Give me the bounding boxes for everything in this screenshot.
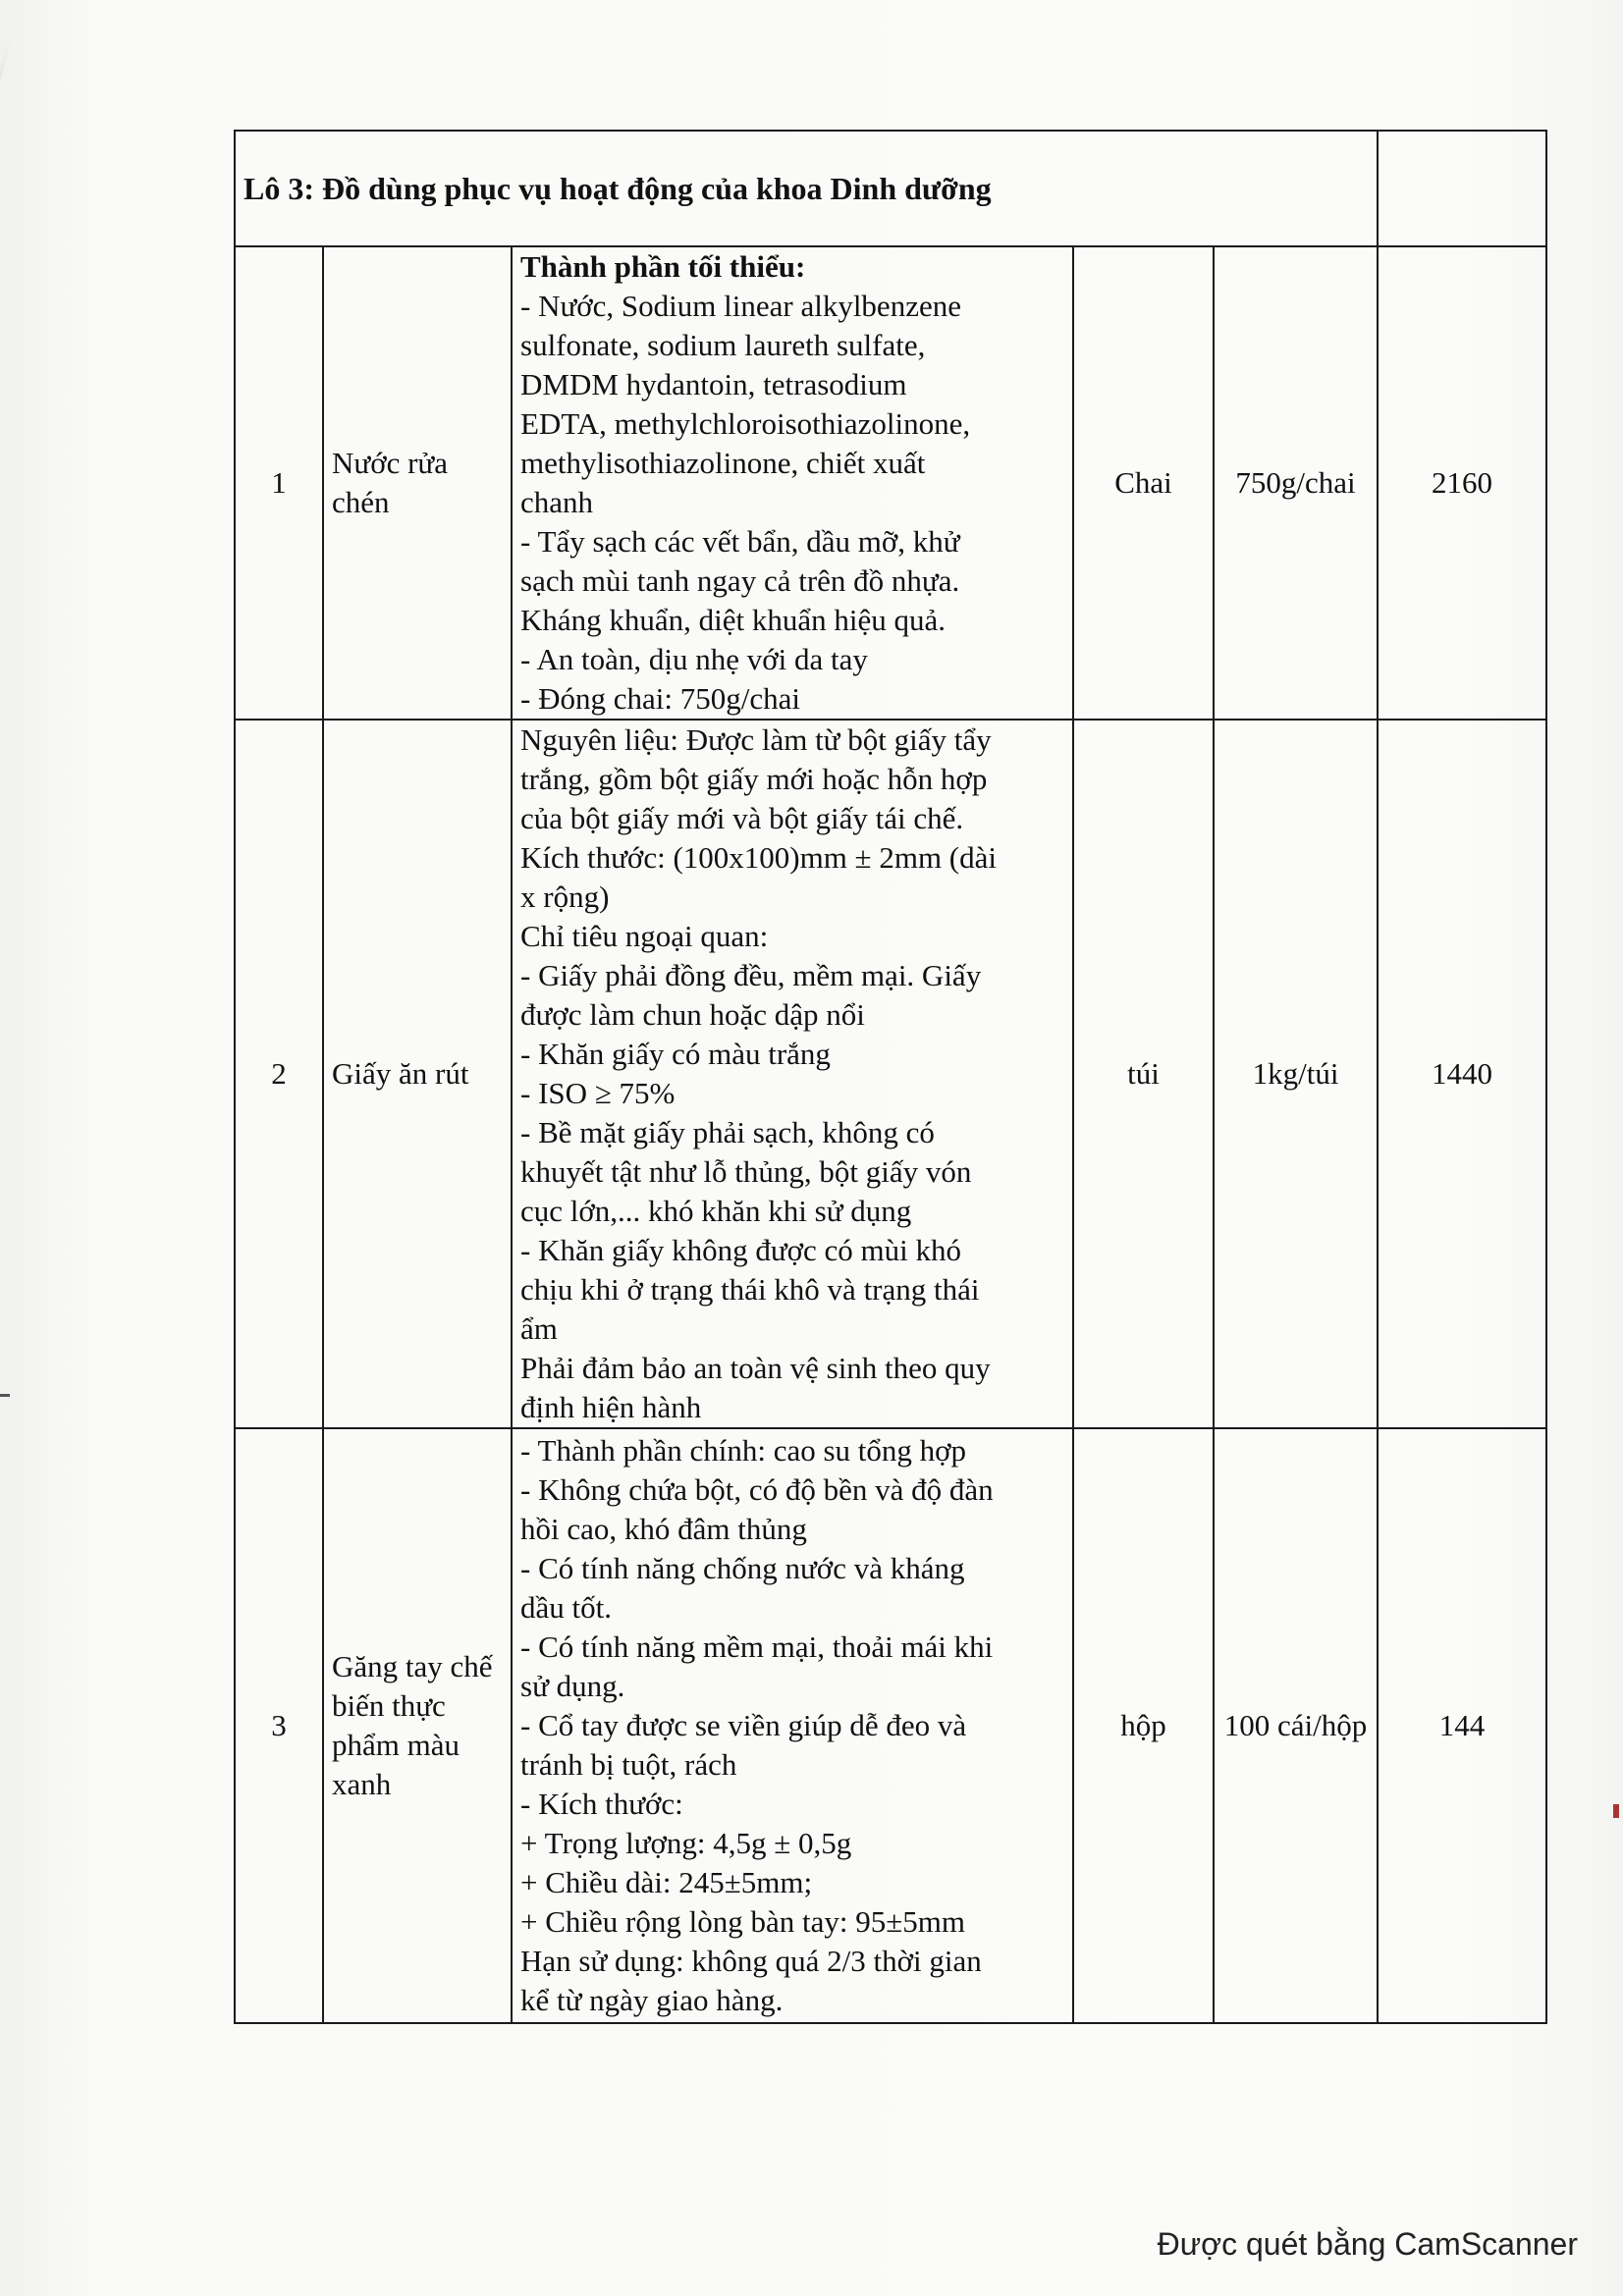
spec-line: của bột giấy mới và bột giấy tái chế. <box>520 801 964 835</box>
spec-heading: Thành phần tối thiểu: <box>520 249 806 284</box>
item-specification <box>512 246 1073 720</box>
item-packing: 100 cái/hộp <box>1214 1428 1378 2023</box>
spec-line: cục lớn,... khó khăn khi sử dụng <box>520 1194 912 1228</box>
table-row <box>235 1428 1546 2023</box>
item-name: Giấy ăn rút <box>323 720 512 1428</box>
item-quantity: 144 <box>1378 1428 1546 2023</box>
scan-mark <box>1613 1804 1619 1818</box>
spec-line: Nguyên liệu: Được làm từ bột giấy tẩy <box>520 722 992 757</box>
spec-line: - Đóng chai: 750g/chai <box>520 681 800 716</box>
spec-line: dầu tốt. <box>520 1590 612 1625</box>
item-quantity: 1440 <box>1378 720 1546 1428</box>
spec-line: - Kích thước: <box>520 1787 683 1821</box>
spec-line: - Khăn giấy có màu trắng <box>520 1037 831 1071</box>
spec-line: Chỉ tiêu ngoại quan: <box>520 919 769 953</box>
spec-line: được làm chun hoặc dập nổi <box>520 997 865 1032</box>
spec-line: - Giấy phải đồng đều, mềm mại. Giấy <box>520 958 982 992</box>
lot-title: Lô 3: Đồ dùng phục vụ hoạt động của khoa Dinh dưỡng <box>235 131 1378 246</box>
spec-line: - Có tính năng chống nước và kháng <box>520 1551 965 1585</box>
table-row <box>235 246 1546 720</box>
spec-line: - Không chứa bột, có độ bền và độ đàn <box>520 1472 994 1507</box>
spec-line: chanh <box>520 485 594 519</box>
item-name: Găng tay chế biến thực phẩm màu xanh <box>323 1428 512 2023</box>
spec-line: định hiện hành <box>520 1390 702 1424</box>
item-unit: Chai <box>1073 246 1214 720</box>
table-row <box>235 720 1546 1428</box>
camscanner-watermark: Được quét bằng CamScanner <box>1157 2226 1578 2262</box>
spec-line: - An toàn, dịu nhẹ với da tay <box>520 642 868 676</box>
scan-mark <box>0 1394 10 1397</box>
spec-line: sử dụng. <box>520 1669 625 1703</box>
spec-line: x rộng) <box>520 880 610 914</box>
spec-line: ẩm <box>520 1311 558 1346</box>
goods-table <box>234 130 1547 2024</box>
item-unit: túi <box>1073 720 1214 1428</box>
spec-line: trắng, gồm bột giấy mới hoặc hỗn hợp <box>520 762 988 796</box>
spec-line: DMDM hydantoin, tetrasodium <box>520 367 907 401</box>
spec-line: hồi cao, khó đâm thủng <box>520 1512 807 1546</box>
spec-line: Hạn sử dụng: không quá 2/3 thời gian <box>520 1944 982 1978</box>
spec-line: - Bề mặt giấy phải sạch, không có <box>520 1115 935 1149</box>
lot-header-empty-cell <box>1378 131 1546 246</box>
item-packing: 1kg/túi <box>1214 720 1378 1428</box>
item-quantity: 2160 <box>1378 246 1546 720</box>
spec-line: - Cổ tay được se viền giúp dễ đeo và <box>520 1708 967 1742</box>
spec-line: - Nước, Sodium linear alkylbenzene <box>520 289 961 323</box>
item-packing: 750g/chai <box>1214 246 1378 720</box>
lot-header-row <box>235 131 1546 246</box>
spec-line: khuyết tật như lỗ thủng, bột giấy vón <box>520 1154 972 1189</box>
spec-line: - Khăn giấy không được có mùi khó <box>520 1233 962 1267</box>
spec-line: chịu khi ở trạng thái khô và trạng thái <box>520 1272 980 1307</box>
spec-line: Kích thước: (100x100)mm ± 2mm (dài <box>520 840 997 875</box>
spec-line: methylisothiazolinone, chiết xuất <box>520 446 926 480</box>
item-specification <box>512 720 1073 1428</box>
spec-line: Phải đảm bảo an toàn vệ sinh theo quy <box>520 1351 991 1385</box>
item-number: 1 <box>235 246 323 720</box>
spec-line: - Thành phần chính: cao su tổng hợp <box>520 1433 967 1468</box>
spec-line: sulfonate, sodium laureth sulfate, <box>520 328 926 362</box>
spec-line: - Tẩy sạch các vết bẩn, dầu mỡ, khử <box>520 524 960 559</box>
item-number: 2 <box>235 720 323 1428</box>
spec-line: + Chiều rộng lòng bàn tay: 95±5mm <box>520 1904 965 1939</box>
spec-line: + Chiều dài: 245±5mm; <box>520 1865 813 1899</box>
item-specification <box>512 1428 1073 2023</box>
scan-edge-shadow <box>0 39 12 531</box>
spec-line: sạch mùi tanh ngay cả trên đồ nhựa. <box>520 563 960 598</box>
spec-line: Kháng khuẩn, diệt khuẩn hiệu quả. <box>520 603 947 637</box>
spec-line: EDTA, methylchloroisothiazolinone, <box>520 406 971 441</box>
item-name: Nước rửa chén <box>323 246 512 720</box>
spec-line: - ISO ≥ 75% <box>520 1076 676 1110</box>
item-unit: hộp <box>1073 1428 1214 2023</box>
spec-line: - Có tính năng mềm mại, thoải mái khi <box>520 1629 994 1664</box>
spec-line: + Trọng lượng: 4,5g ± 0,5g <box>520 1826 852 1860</box>
item-number: 3 <box>235 1428 323 2023</box>
spec-line: kể từ ngày giao hàng. <box>520 1983 784 2017</box>
spec-line: tránh bị tuột, rách <box>520 1747 737 1782</box>
